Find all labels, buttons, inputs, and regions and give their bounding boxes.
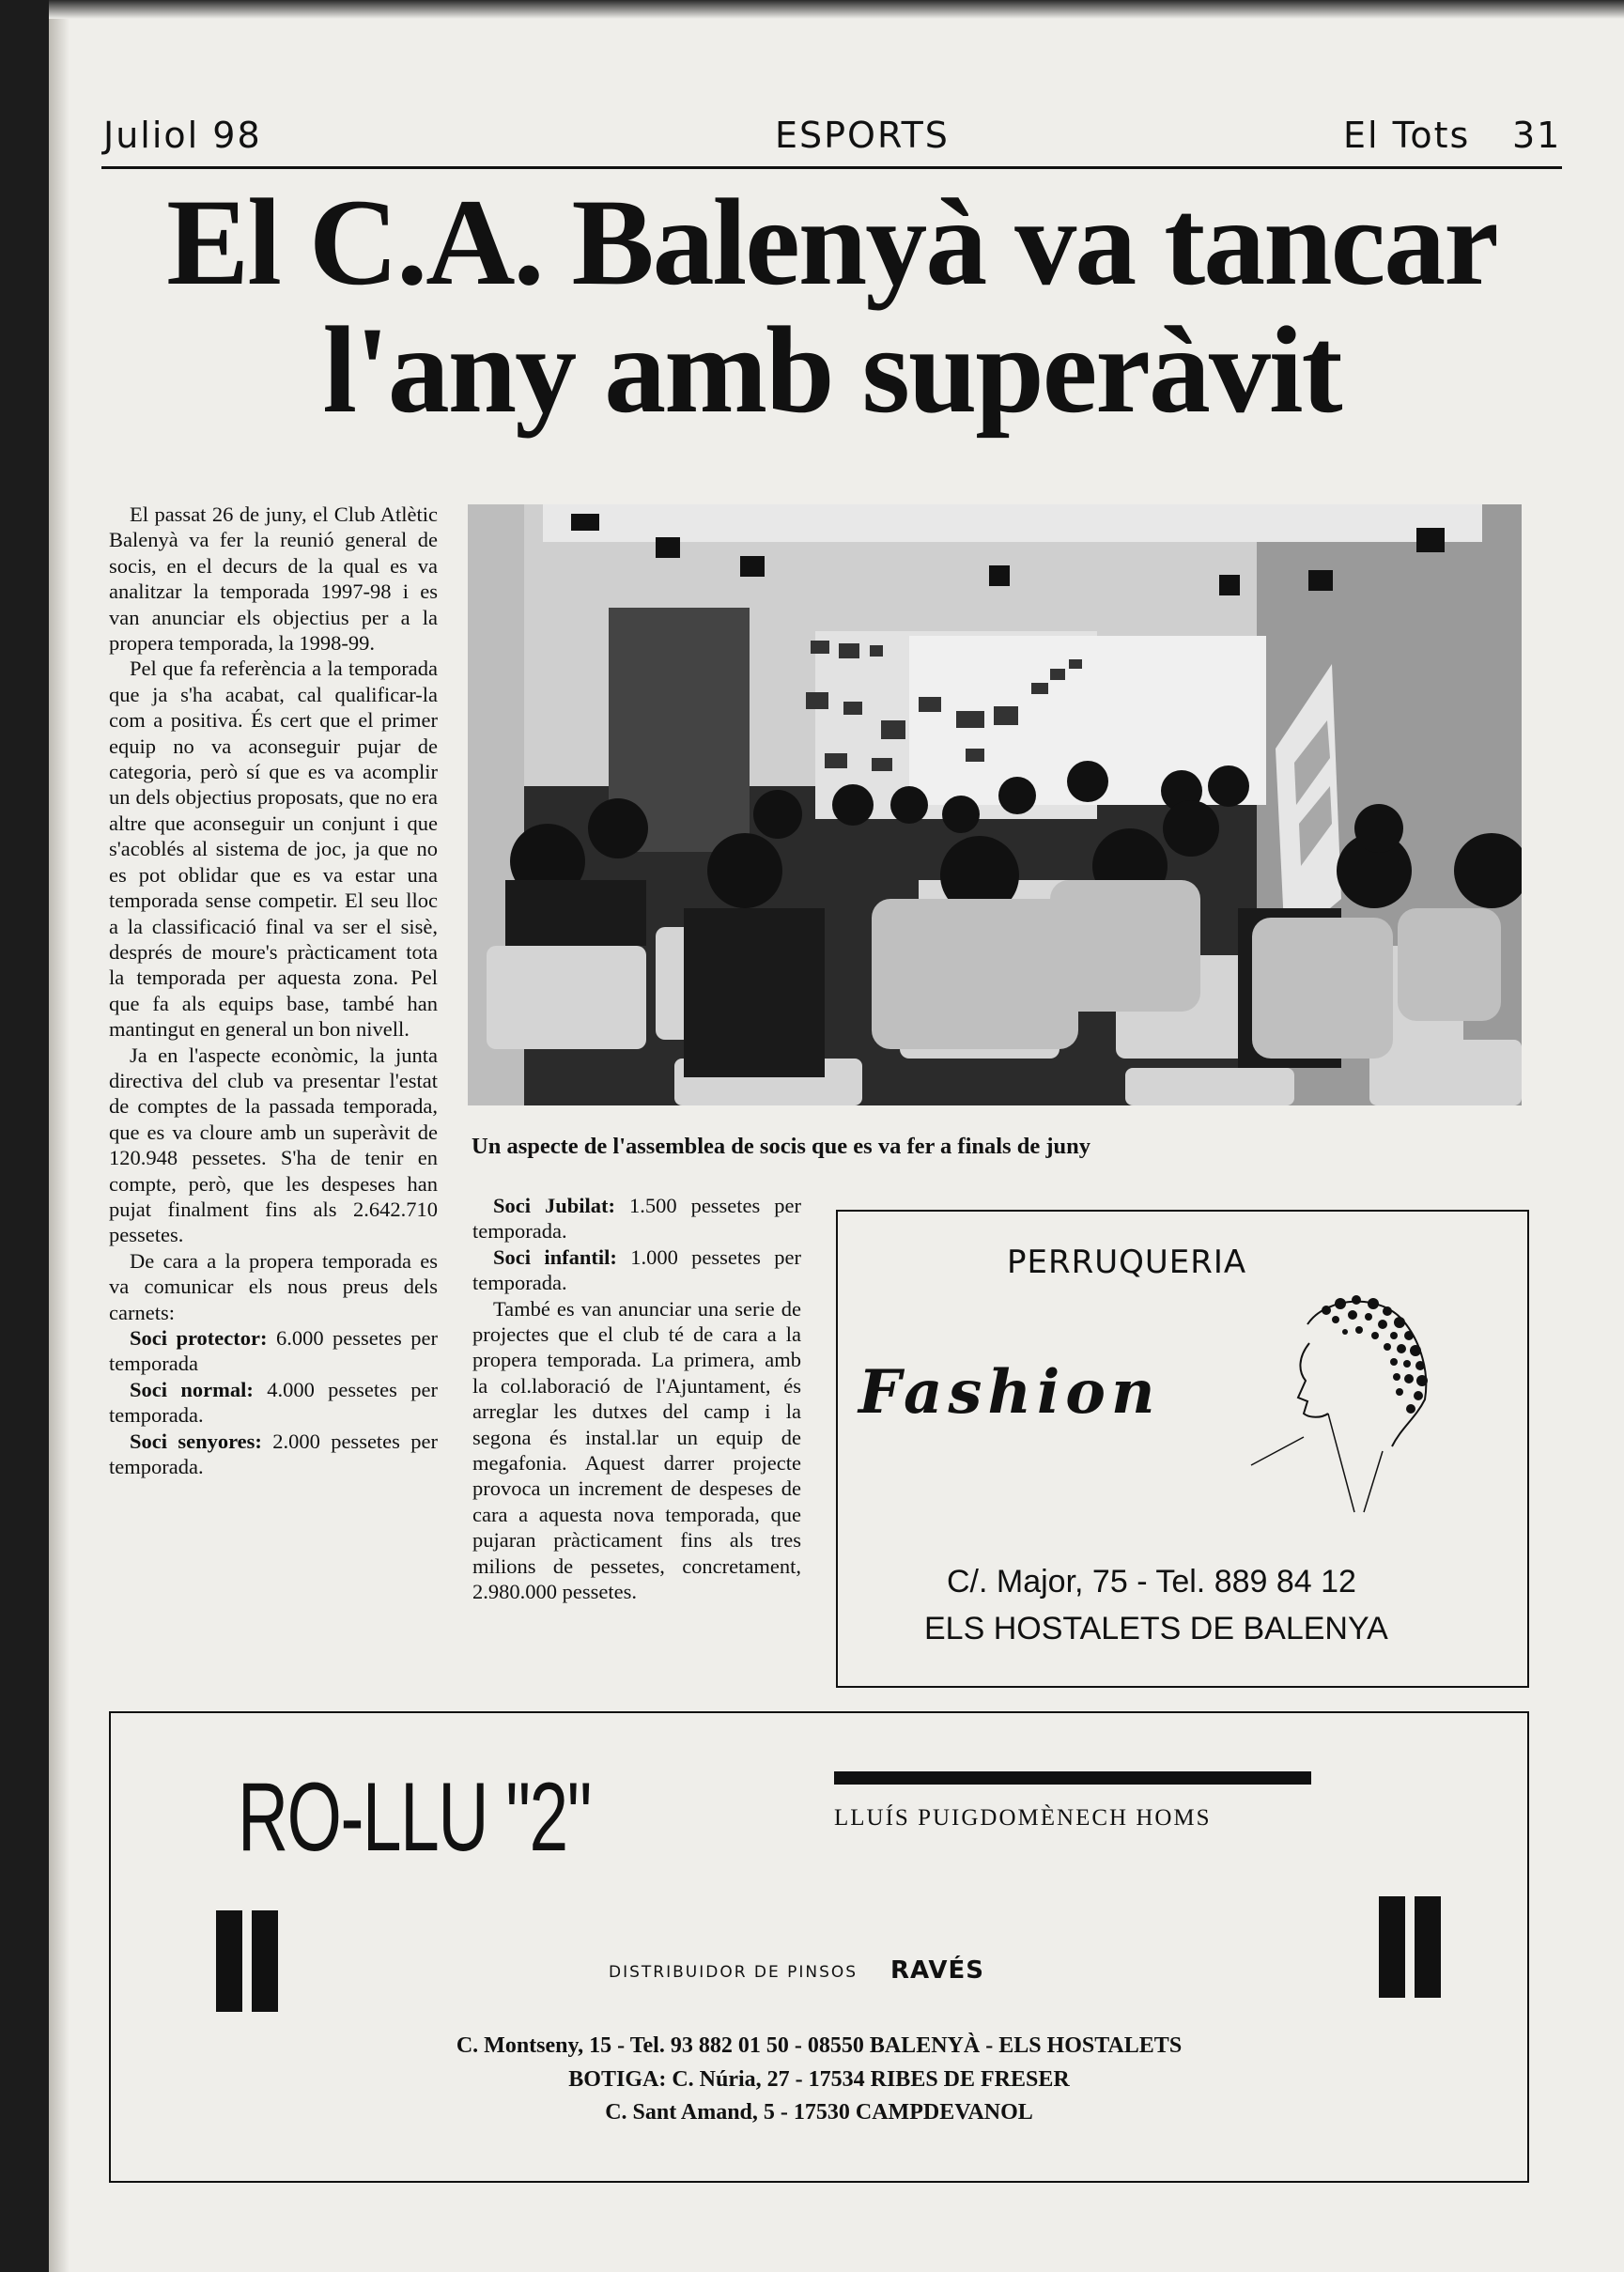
ad-distributor-name: RAVÉS xyxy=(890,1956,984,1985)
ad-rule xyxy=(834,1771,1311,1785)
ad-distributor-label: DISTRIBUIDOR DE PINSOS xyxy=(609,1963,858,1982)
article-column-2 xyxy=(472,1193,801,1605)
headline-line-2: l'any amb superàvit xyxy=(322,301,1341,439)
assembly-photo xyxy=(468,504,1522,1105)
page-gutter-shadow xyxy=(49,0,70,2272)
paragraph: També es van anunciar una serie de projectes que el club té de cara a la propera temporada. La primera, amb la col.laboració de l'Ajuntament, és arreglar les dutxes del camp i la segona és instal.lar un equip de megafonia. Aquest darrer projecte provoca un increment de despeses de cara a aquesta nova temporada, que pujaran pràcticament fins als tres milions de pessetes, concretament, 2.980.000 pessetes. xyxy=(472,1296,801,1604)
ad-block-mark xyxy=(216,1910,242,2012)
ad-owner-name: LLUÍS PUIGDOMÈNECH HOMS xyxy=(834,1805,1212,1831)
paragraph: Pel que fa referència a la temporada que ja s'ha acabat, cal qualificar-la com a positiva. És cert que el primer equip no va aconseguir pujar de categoria, però sí que es va acomplir un dels objectius proposats, que no era altre que aconseguir un conjunt i que s'acoblés al sistema de joc, ja que no es pot oblidar que es va estar una temporada sense competir. El seu lloc a la classificació final va ser el sisè, després de moure's pràcticament tota la temporada per aquesta zona. Pel que fa als equips base, també han mantingut en general un bon nivell. xyxy=(109,657,438,1042)
paragraph: Ja en l'aspecte econòmic, la junta directiva del club va presentar l'estat de comptes de la passada temporada, que es va cloure amb un superàvit de 120.948 pessetes. S'ha de tenir en compte, però, que les despeses han pujat finalment fins als 2.642.710 pessetes. xyxy=(109,1043,438,1247)
ad-brand-logo: RO-LLU "2" xyxy=(238,1763,591,1872)
ad-block-mark xyxy=(1379,1896,1405,1998)
article-column-1 xyxy=(109,502,438,1479)
header-rule xyxy=(101,166,1562,169)
paragraph: El passat 26 de juny, el Club Atlètic Balenyà va fer la reunió general de socis, en el decurs de la qual es va analitzar la temporada 1997-98 i es van anunciar els objectius per a la propera temporada, la 1998-99. xyxy=(109,502,438,656)
issue-date: Juliol 98 xyxy=(103,115,262,156)
ad-business-type: PERRUQUERIA xyxy=(1007,1244,1247,1281)
hair-salon-ad xyxy=(836,1210,1529,1688)
ad-address: C/. Major, 75 - Tel. 889 84 12 xyxy=(947,1564,1356,1600)
ad-block-mark xyxy=(1415,1896,1441,1998)
scan-top-edge xyxy=(49,0,1624,19)
ad-address-line: C. Montseny, 15 - Tel. 93 882 01 50 - 08550 BALENYÀ - ELS HOSTALETS xyxy=(456,2033,1183,2058)
paragraph: De cara a la propera temporada es va comunicar els nous preus dels carnets: xyxy=(109,1248,438,1324)
ad-business-name: Fashion xyxy=(858,1357,1161,1428)
headline-line-1: El C.A. Balenyà va tancar xyxy=(166,173,1497,311)
fee-line: Soci infantil: 1.000 pessetes per temporada. xyxy=(472,1244,801,1295)
photo-caption: Un aspecte de l'assemblea de socis que es va fer a finals de juny xyxy=(472,1134,1090,1159)
fee-line: Soci normal: 4.000 pessetes per temporada. xyxy=(109,1377,438,1428)
page-header xyxy=(103,115,1562,167)
fee-line: Soci protector: 6.000 pessetes per temporada xyxy=(109,1326,438,1376)
ad-town: ELS HOSTALETS DE BALENYA xyxy=(924,1611,1388,1646)
feed-distributor-ad xyxy=(109,1711,1529,2183)
fee-line: Soci Jubilat: 1.500 pessetes per temporada. xyxy=(472,1194,801,1244)
ad-address-line: BOTIGA: C. Núria, 27 - 17534 RIBES DE FRESER xyxy=(568,2067,1070,2092)
ad-block-mark xyxy=(252,1910,278,2012)
fee-line: Soci senyores: 2.000 pessetes per temporada. xyxy=(109,1429,438,1479)
ad-address-line: C. Sant Amand, 5 - 17530 CAMPDEVANOL xyxy=(605,2100,1033,2125)
headline xyxy=(101,173,1562,439)
woman-profile-icon xyxy=(1242,1287,1439,1522)
page-number: 31 xyxy=(1512,115,1562,156)
magazine-name: El Tots xyxy=(1343,115,1471,156)
meeting-room-image xyxy=(468,504,1522,1105)
magazine-page xyxy=(49,0,1624,2272)
section-name: ESPORTS xyxy=(775,115,950,156)
